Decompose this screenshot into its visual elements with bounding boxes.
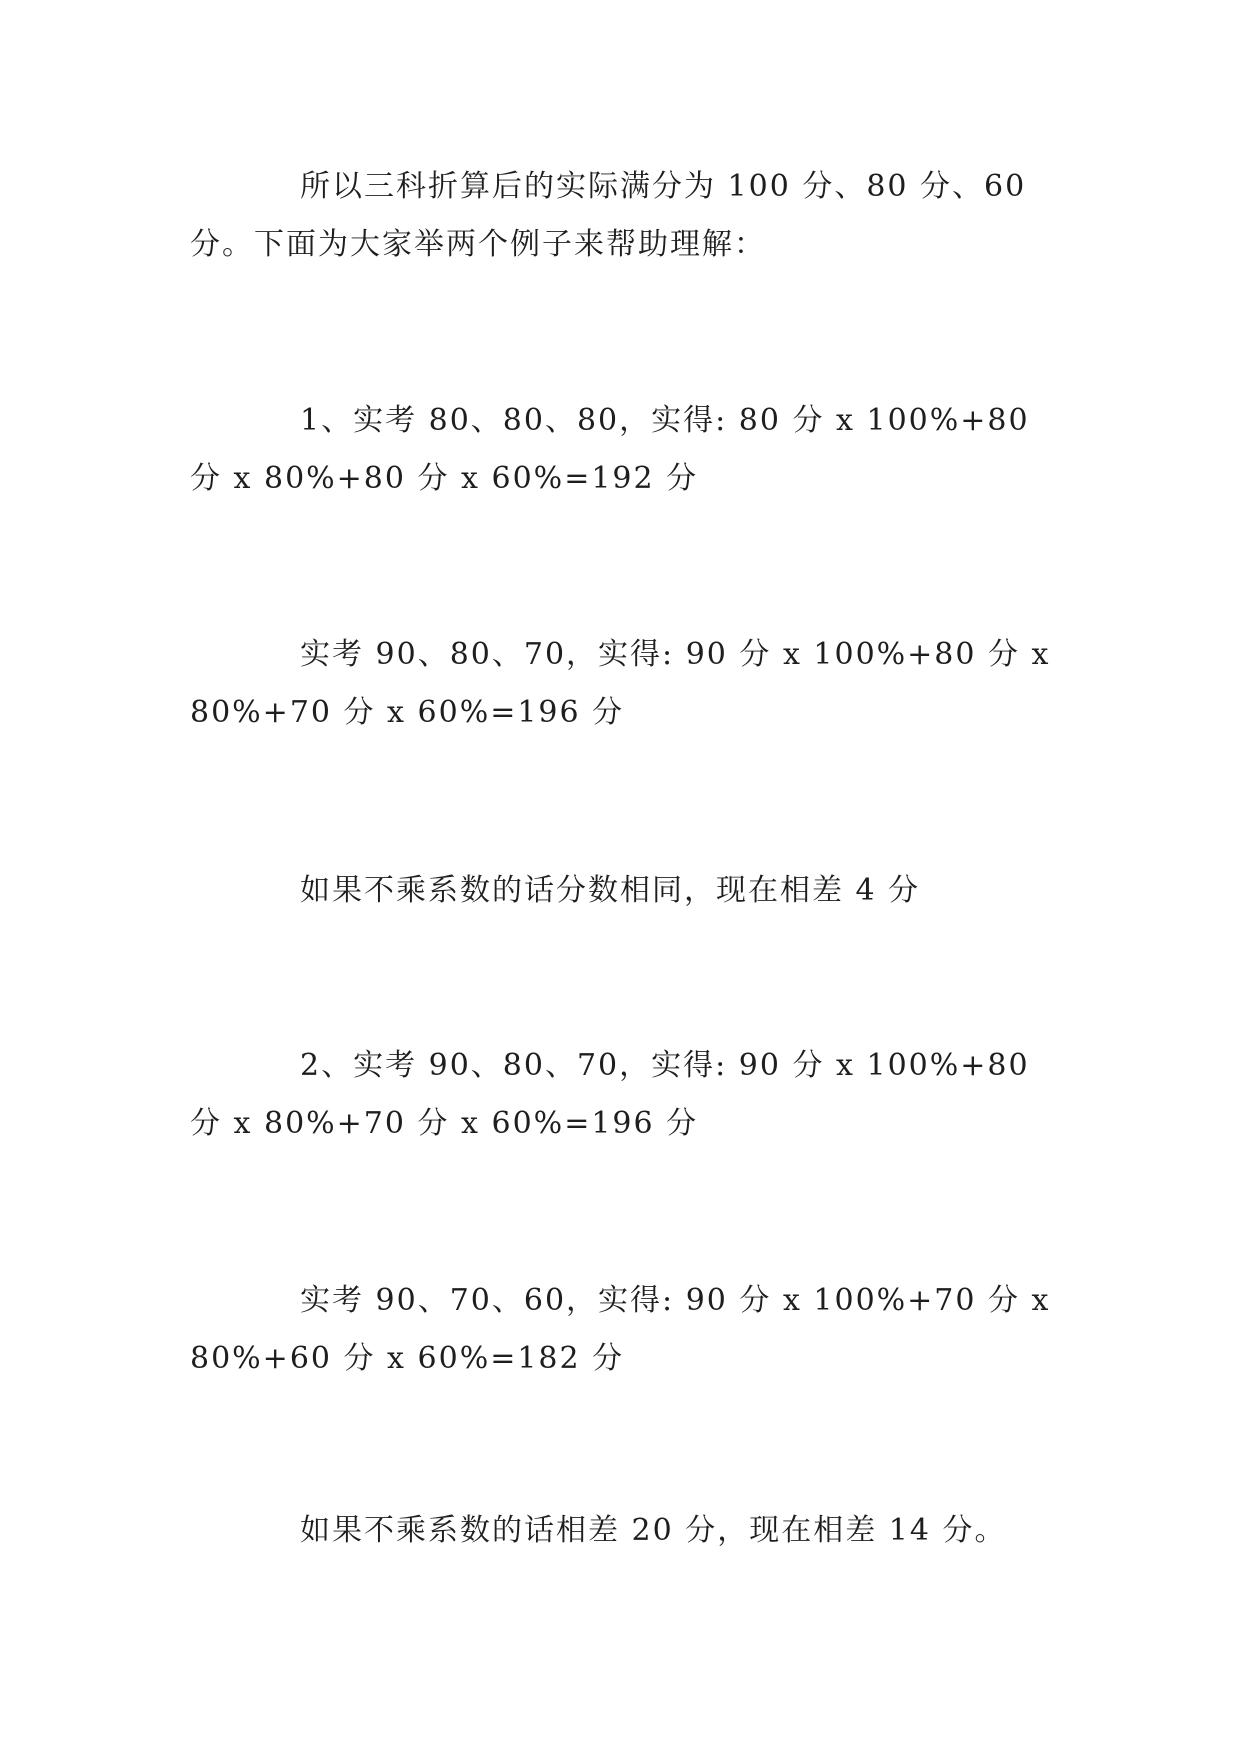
paragraph-example-2-case-a: 2、实考 90、80、70，实得: 90 分 x 100%+80 分 x 80%+70 分 x 60%=196 分 bbox=[190, 1048, 1030, 1141]
paragraph-example-1-case-a: 1、实考 80、80、80，实得: 80 分 x 100%+80 分 x 80%+80 分 x 60%=192 分 bbox=[190, 403, 1030, 496]
paragraph-example-1-conclusion: 如果不乘系数的话分数相同，现在相差 4 分 bbox=[300, 873, 921, 908]
paragraph-example-1-case-b: 实考 90、80、70，实得: 90 分 x 100%+80 分 x 80%+70 分 x 60%=196 分 bbox=[190, 637, 1051, 730]
paragraph-full-score-intro: 所以三科折算后的实际满分为 100 分、80 分、60 分。下面为大家举两个例子来帮助理解： bbox=[190, 169, 1027, 262]
paragraph-example-2-case-b: 实考 90、70、60，实得: 90 分 x 100%+70 分 x 80%+60 分 x 60%=182 分 bbox=[190, 1283, 1051, 1376]
paragraph-example-2-conclusion: 如果不乘系数的话相差 20 分，现在相差 14 分。 bbox=[300, 1513, 1007, 1548]
